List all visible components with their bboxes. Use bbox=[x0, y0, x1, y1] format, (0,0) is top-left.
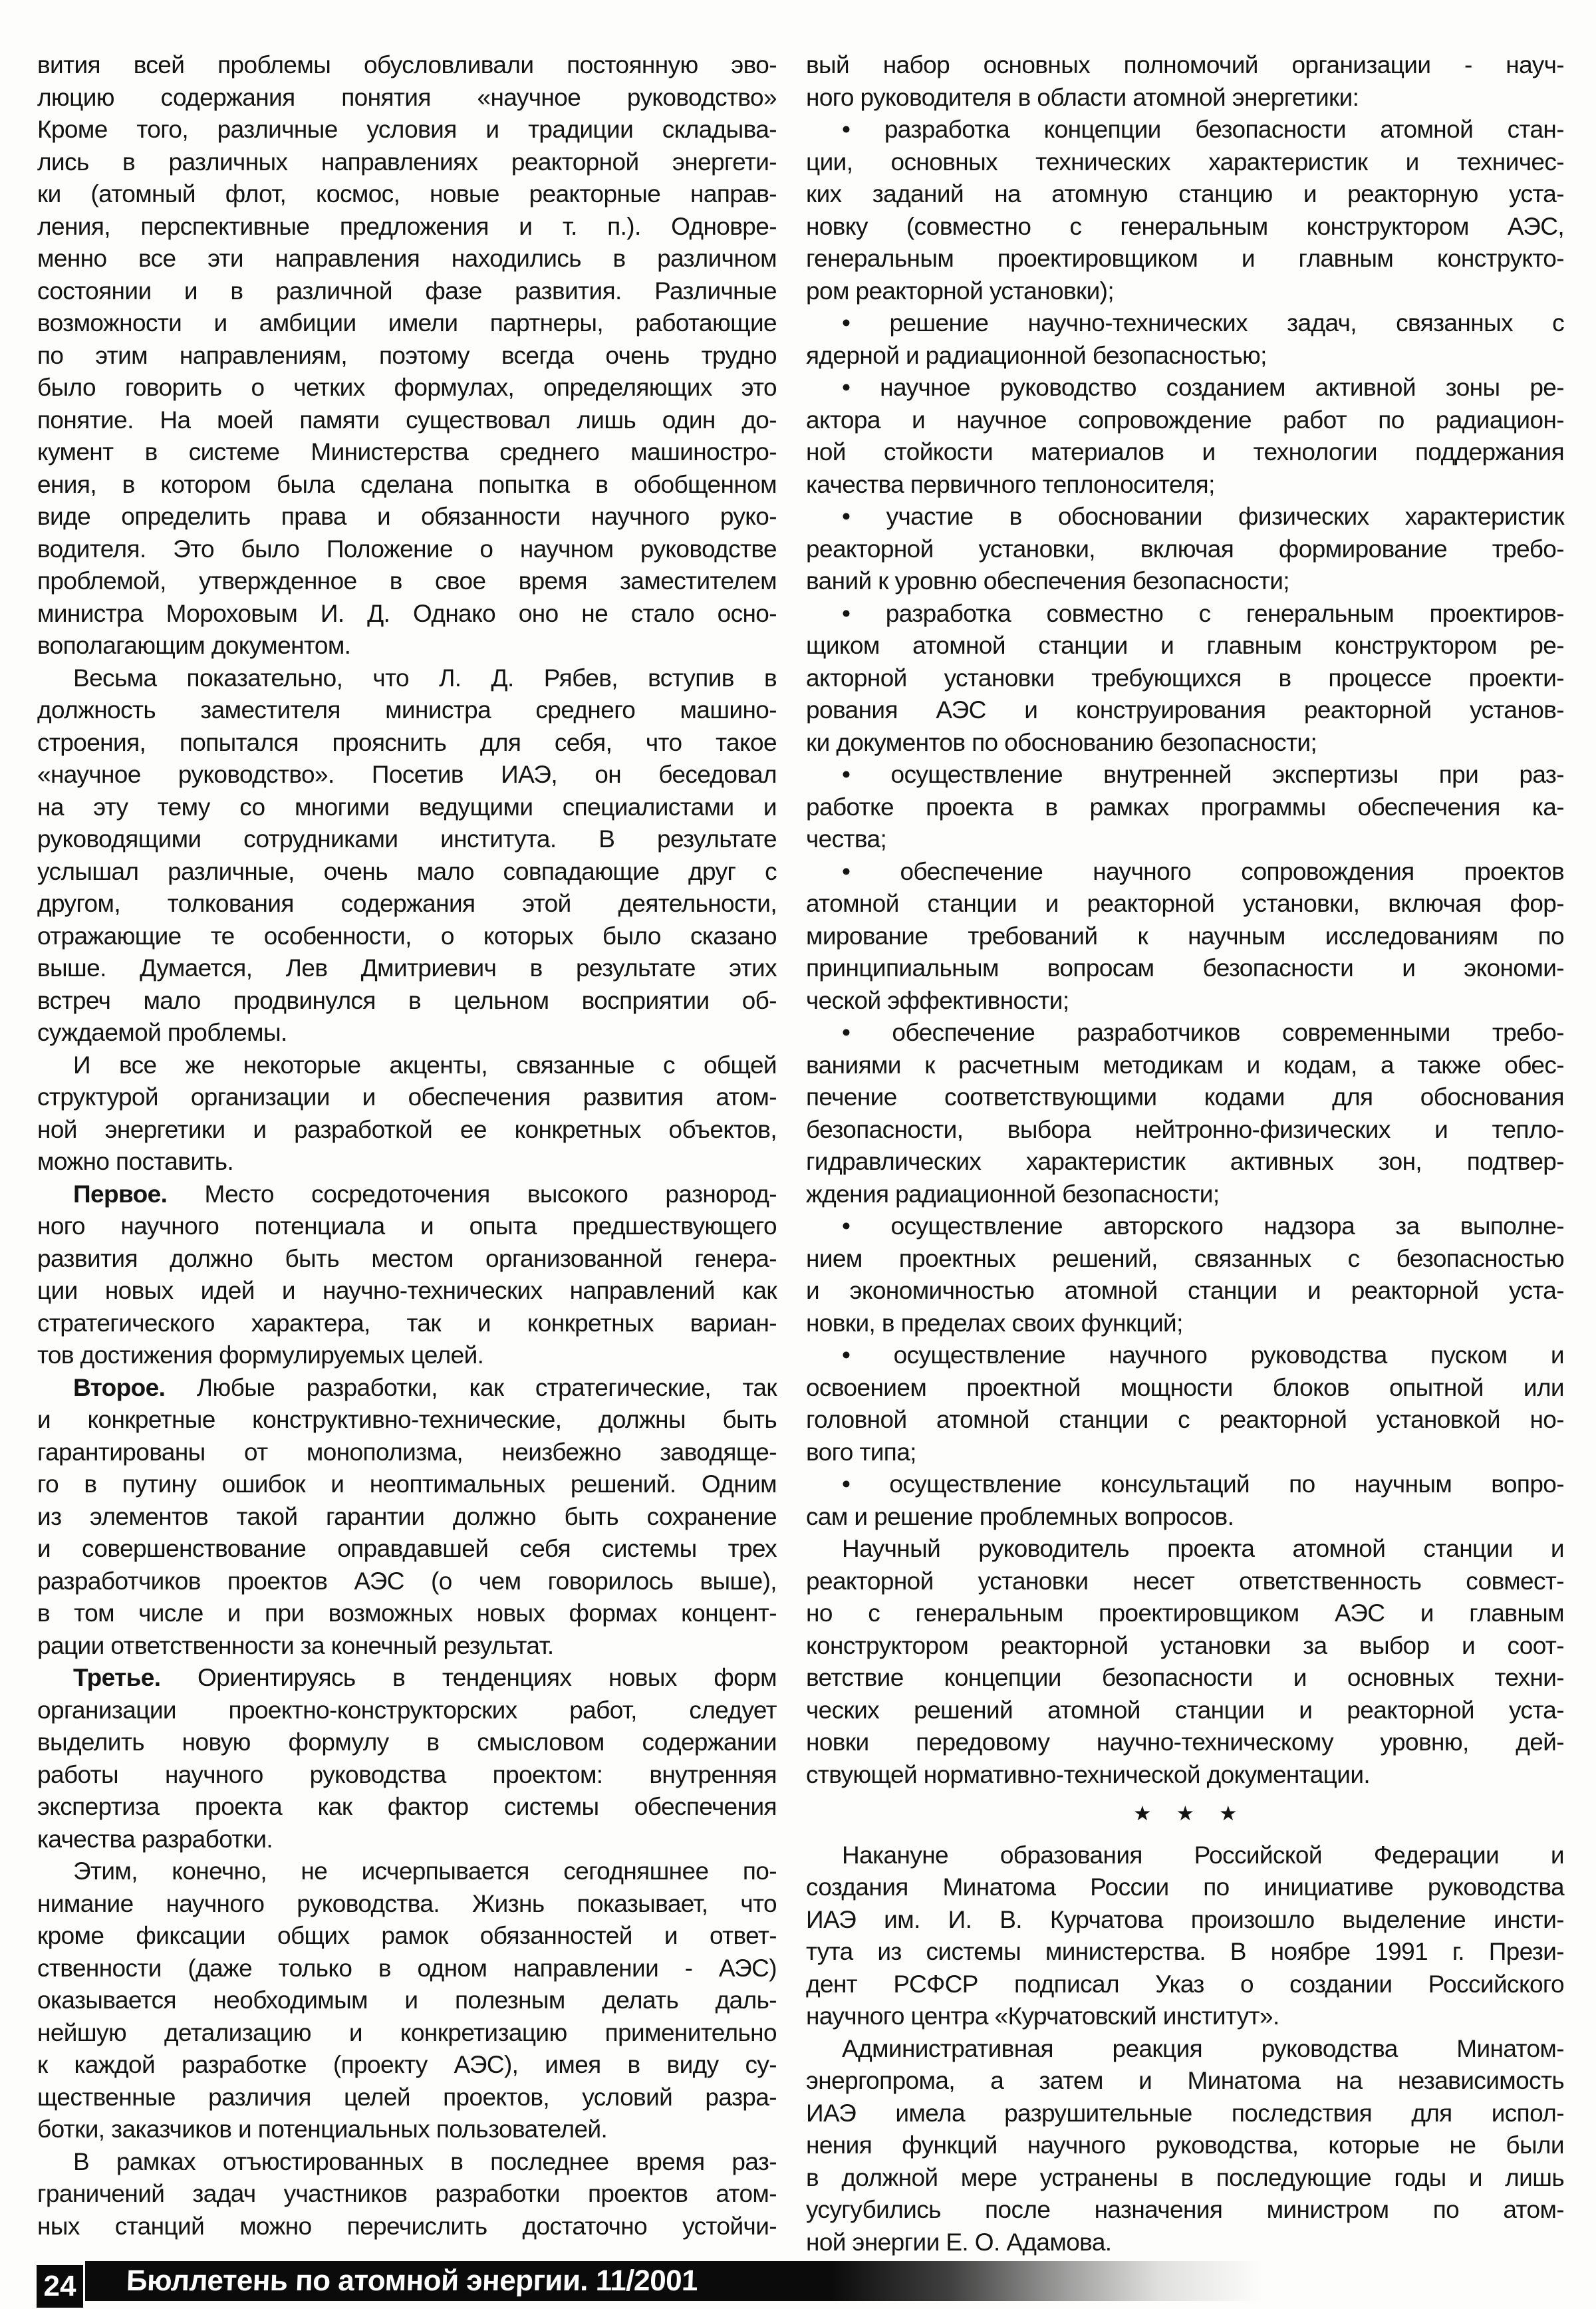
text-line: ления, перспективные предложения и т. п.). Одновре- bbox=[37, 212, 777, 240]
text-line: ветствие концепции безопасности и основных техни- bbox=[806, 1664, 1564, 1691]
paragraph-lead: Третье. bbox=[73, 1664, 161, 1691]
text-line: • разработка концепции безопасности атомной стан- bbox=[842, 116, 1564, 143]
text-line: должность заместителя министра среднего машино- bbox=[37, 696, 777, 724]
text-line: • осуществление консультаций по научным вопро- bbox=[842, 1470, 1564, 1498]
text-line: Весьма показательно, что Л. Д. Рябев, вступив в bbox=[73, 664, 777, 692]
text-line: строения, попытался прояснить для себя, что такое bbox=[37, 728, 777, 756]
text-line: было говорить о четких формулах, определяющих это bbox=[37, 374, 777, 401]
text-line: ких заданий на атомную станцию и реакторную уста- bbox=[806, 180, 1564, 207]
text-line: ботки, заказчиков и потенциальных пользователей. bbox=[37, 2115, 608, 2143]
text-line: реакторной установки несет ответственность совмест- bbox=[806, 1567, 1564, 1595]
text-line: реакторной установки, включая формирование требо- bbox=[806, 535, 1564, 563]
text-line: менно все эти направления находились в различном bbox=[37, 245, 777, 272]
text-line: ядерной и радиационной безопасностью; bbox=[806, 341, 1267, 369]
text-line: «научное руководство». Посетив ИАЭ, он беседовал bbox=[37, 761, 777, 788]
paragraph-lead: Второе. bbox=[73, 1373, 166, 1401]
text-line: граничений задач участников разработки проектов атом- bbox=[37, 2180, 777, 2207]
text-line: лись в различных направлениях реакторной энергети- bbox=[37, 148, 777, 176]
text-line: министра Мороховым И. Д. Однако оно не стало осно- bbox=[37, 599, 777, 627]
text-line: ИАЭ им. И. В. Курчатова произошло выделение инсти- bbox=[806, 1905, 1564, 1933]
text-line: Этим, конечно, не исчерпывается сегодняшнее по- bbox=[73, 1857, 777, 1885]
text-line: оказывается необходимым и полезным делать даль- bbox=[37, 1986, 777, 2014]
text-line: ственности (даже только в одном направлении - АЭС) bbox=[37, 1954, 777, 1982]
page-footer bbox=[37, 2261, 1576, 2305]
text-line: структурой организации и обеспечения развития атом- bbox=[37, 1083, 777, 1111]
text-line: создания Минатома России по инициативе руководства bbox=[806, 1873, 1564, 1901]
text-line: ной энергии Е. О. Адамова. bbox=[806, 2228, 1112, 2256]
text-line: ром реакторной установки); bbox=[806, 277, 1115, 305]
text-line: В рамках отъюстированных в последнее время раз- bbox=[73, 2147, 777, 2175]
text-line: из элементов такой гарантии должно быть сохранение bbox=[37, 1502, 777, 1530]
text-line: атомной станции и реакторной установки, включая фор- bbox=[806, 890, 1564, 917]
text-line: люцию содержания понятия «научное руководство» bbox=[37, 83, 777, 111]
text-line: рации ответственности за конечный результат. bbox=[37, 1631, 554, 1659]
text-line: встреч мало продвинулся в цельном восприятии об- bbox=[37, 986, 777, 1014]
text-line: вополагающим документом. bbox=[37, 632, 351, 659]
text-line: • обеспечение разработчиков современными требо- bbox=[842, 1019, 1564, 1046]
text-line: ной стойкости материалов и технологии поддержания bbox=[806, 438, 1564, 466]
text-line: стратегического характера, так и конкретных вариан- bbox=[37, 1309, 777, 1337]
text-line: вития всей проблемы обусловливали постоянную эво- bbox=[37, 51, 777, 78]
text-line: организации проектно-конструкторских работ, следует bbox=[37, 1696, 777, 1724]
text-line: ческой эффективности; bbox=[806, 986, 1069, 1014]
text-line: проблемой, утвержденное в свое время заместителем bbox=[37, 567, 777, 595]
text-line: новки передовому научно-техническому уровню, дей- bbox=[806, 1728, 1564, 1756]
journal-footer-title: Бюллетень по атомной энергии. 11/2001 bbox=[126, 2264, 698, 2297]
right-column bbox=[806, 49, 1564, 2258]
text-line: можно поставить. bbox=[37, 1148, 234, 1175]
text-line: головной атомной станции с реакторной установкой но- bbox=[806, 1406, 1564, 1433]
text-line: на эту тему со многими ведущими специалистами и bbox=[37, 793, 777, 821]
text-columns bbox=[37, 49, 1564, 2258]
text-line: ваний к уровню обеспечения безопасности; bbox=[806, 567, 1289, 595]
text-line: нимание научного руководства. Жизнь показывает, что bbox=[37, 1889, 777, 1917]
text-line: ного руководителя в области атомной энергетики: bbox=[806, 83, 1359, 111]
text-line: развития должно быть местом организованной генера- bbox=[37, 1244, 777, 1272]
text-line: качества первичного теплоносителя; bbox=[806, 470, 1215, 498]
text-line: разработчиков проектов АЭС (о чем говорилось выше), bbox=[37, 1567, 777, 1595]
text-line: мирование требований к научным исследованиям по bbox=[806, 922, 1564, 950]
page-number: 24 bbox=[37, 2265, 83, 2308]
text-line: кроме фиксации общих рамок обязанностей и ответ- bbox=[37, 1922, 777, 1949]
text-line: щиком атомной станции и главным конструктором ре- bbox=[806, 632, 1564, 659]
text-line: Накануне образования Российской Федерации и bbox=[842, 1841, 1564, 1869]
text-line: • обеспечение научного сопровождения проектов bbox=[842, 857, 1564, 885]
text-line: ных станций можно перечислить достаточно устойчи- bbox=[37, 2212, 777, 2240]
text-line: щественные различия целей проектов, условий разра- bbox=[37, 2083, 777, 2111]
text-line: ствующей нормативно-технической документации. bbox=[806, 1760, 1371, 1788]
text-line: тов достижения формулируемых целей. bbox=[37, 1341, 484, 1369]
footer-bar bbox=[85, 2261, 1576, 2301]
text-line: новки, в пределах своих функций; bbox=[806, 1309, 1183, 1337]
text-line: гарантированы от монополизма, неизбежно заводяще- bbox=[37, 1438, 777, 1466]
text-line: по этим направлениям, поэтому всегда очень трудно bbox=[37, 341, 777, 369]
text-line: другом, толкования содержания этой деятельности, bbox=[37, 890, 777, 917]
text-line: ции новых идей и научно-технических направлений как bbox=[37, 1277, 777, 1304]
text-line: • осуществление авторского надзора за выполне- bbox=[842, 1212, 1564, 1240]
text-line: в должной мере устранены в последующие годы и лишь bbox=[806, 2163, 1564, 2191]
section-separator: ★ ★ ★ bbox=[1134, 1804, 1236, 1824]
text-line: Второе. Любые разработки, как стратегические, так bbox=[73, 1373, 777, 1401]
text-line: научного центра «Курчатовский институт». bbox=[806, 2002, 1279, 2030]
text-line: • разработка совместно с генеральным проектиров- bbox=[842, 599, 1564, 627]
text-line: выше. Думается, Лев Дмитриевич в результате этих bbox=[37, 954, 777, 982]
text-line: ции, основных технических характеристик и техничес- bbox=[806, 148, 1564, 176]
text-line: чества; bbox=[806, 825, 887, 853]
text-line: но с генеральным проектировщиком АЭС и главным bbox=[806, 1599, 1564, 1627]
text-line: ждения радиационной безопасности; bbox=[806, 1180, 1220, 1208]
text-line: • решение научно-технических задач, связанных с bbox=[842, 309, 1564, 337]
text-line: экспертиза проекта как фактор системы обеспечения bbox=[37, 1793, 777, 1820]
text-line: новку (совместно с генеральным конструктором АЭС, bbox=[806, 212, 1564, 240]
text-line: Научный руководитель проекта атомной станции и bbox=[842, 1535, 1564, 1562]
text-line: го в путину ошибок и неоптимальных решений. Одним bbox=[37, 1470, 777, 1498]
text-line: акторной установки требующихся в процессе проекти- bbox=[806, 664, 1564, 692]
text-line: сам и решение проблемных вопросов. bbox=[806, 1502, 1234, 1530]
text-line: Первое. Место сосредоточения высокого разнород- bbox=[73, 1180, 777, 1208]
text-line: конструктором реакторной установки за выбор и соот- bbox=[806, 1631, 1564, 1659]
text-line: состоянии и в различной фазе развития. Различные bbox=[37, 277, 777, 305]
text-line: Третье. Ориентируясь в тенденциях новых форм bbox=[73, 1664, 777, 1691]
left-column bbox=[37, 49, 777, 2258]
text-line: вого типа; bbox=[806, 1438, 916, 1466]
paragraph-lead: Первое. bbox=[73, 1180, 168, 1208]
text-line: ения, в котором была сделана попытка в обобщенном bbox=[37, 470, 777, 498]
text-line: возможности и амбиции имели партнеры, работающие bbox=[37, 309, 777, 337]
text-line: и конкретные конструктивно-технические, должны быть bbox=[37, 1406, 777, 1433]
text-line: • участие в обосновании физических характеристик bbox=[842, 503, 1564, 530]
text-line: отражающие те особенности, о которых было сказано bbox=[37, 922, 777, 950]
text-line: И все же некоторые акценты, связанные с общей bbox=[73, 1051, 777, 1079]
text-line: суждаемой проблемы. bbox=[37, 1019, 287, 1046]
text-line: ного научного потенциала и опыта предшествующего bbox=[37, 1212, 777, 1240]
text-line: к каждой разработке (проекту АЭС), имея в виду су- bbox=[37, 2051, 777, 2078]
text-line: принципиальным вопросам безопасности и экономи- bbox=[806, 954, 1564, 982]
text-line: услышал различные, очень мало совпадающие друг с bbox=[37, 857, 777, 885]
text-line: работке проекта в рамках программы обеспечения ка- bbox=[806, 793, 1564, 821]
text-line: ки документов по обоснованию безопасности; bbox=[806, 728, 1317, 756]
text-line: ваниями к расчетным методикам и кодам, а также обес- bbox=[806, 1051, 1564, 1079]
text-line: дент РСФСР подписал Указ о создании Российского bbox=[806, 1970, 1564, 1998]
text-line: качества разработки. bbox=[37, 1825, 273, 1853]
text-line: безопасности, выбора нейтронно-физических и тепло- bbox=[806, 1115, 1564, 1143]
text-line: Административная реакция руководства Минатом- bbox=[842, 2034, 1564, 2062]
text-line: кумент в системе Министерства среднего машиностро- bbox=[37, 438, 777, 466]
text-line: водителя. Это было Положение о научном руководстве bbox=[37, 535, 777, 563]
text-line: гидравлических характеристик активных зон, подтвер- bbox=[806, 1148, 1564, 1175]
text-line: рования АЭС и конструирования реакторной установ- bbox=[806, 696, 1564, 724]
text-line: усугубились после назначения министром по атом- bbox=[806, 2196, 1564, 2223]
text-line: вый набор основных полномочий организации - науч- bbox=[806, 51, 1564, 78]
text-line: нения функций научного руководства, которые не были bbox=[806, 2131, 1564, 2159]
text-line: тута из системы министерства. В ноябре 1991 г. Прези- bbox=[806, 1938, 1564, 1965]
text-line: работы научного руководства проектом: внутренняя bbox=[37, 1760, 777, 1788]
text-line: актора и научное сопровождение работ по радиацион- bbox=[806, 406, 1564, 434]
text-line: нейшую детализацию и конкретизацию применительно bbox=[37, 2018, 777, 2046]
text-line: ной энергетики и разработкой ее конкретных объектов, bbox=[37, 1115, 777, 1143]
text-line: выделить новую формулу в смысловом содержании bbox=[37, 1728, 777, 1756]
text-line: ИАЭ имела разрушительные последствия для испол- bbox=[806, 2099, 1564, 2127]
text-line: ки (атомный флот, космос, новые реакторные направ- bbox=[37, 180, 777, 207]
text-line: генеральным проектировщиком и главным конструкто- bbox=[806, 245, 1564, 272]
text-line: руководящими сотрудниками института. В результате bbox=[37, 825, 777, 853]
text-line: ческих решений атомной станции и реакторной уста- bbox=[806, 1696, 1564, 1724]
text-line: нием проектных решений, связанных с безопасностью bbox=[806, 1244, 1564, 1272]
text-line: и экономичностью атомной станции и реакторной уста- bbox=[806, 1277, 1564, 1304]
text-line: виде определить права и обязанности научного руко- bbox=[37, 503, 777, 530]
text-line: Кроме того, различные условия и традиции складыва- bbox=[37, 116, 777, 143]
text-line: • научное руководство созданием активной зоны ре- bbox=[842, 374, 1564, 401]
text-line: понятие. На моей памяти существовал лишь один до- bbox=[37, 406, 777, 434]
text-line: освоением проектной мощности блоков опытной или bbox=[806, 1373, 1564, 1401]
text-line: энергопрома, а затем и Минатома на независимость bbox=[806, 2067, 1564, 2094]
text-line: и совершенствование оправдавшей себя системы трех bbox=[37, 1535, 777, 1562]
text-line: • осуществление внутренней экспертизы при раз- bbox=[842, 761, 1564, 788]
text-line: в том числе и при возможных новых формах концент- bbox=[37, 1599, 777, 1627]
text-line: печение соответствующими кодами для обоснования bbox=[806, 1083, 1564, 1111]
text-line: • осуществление научного руководства пуском и bbox=[842, 1341, 1564, 1369]
